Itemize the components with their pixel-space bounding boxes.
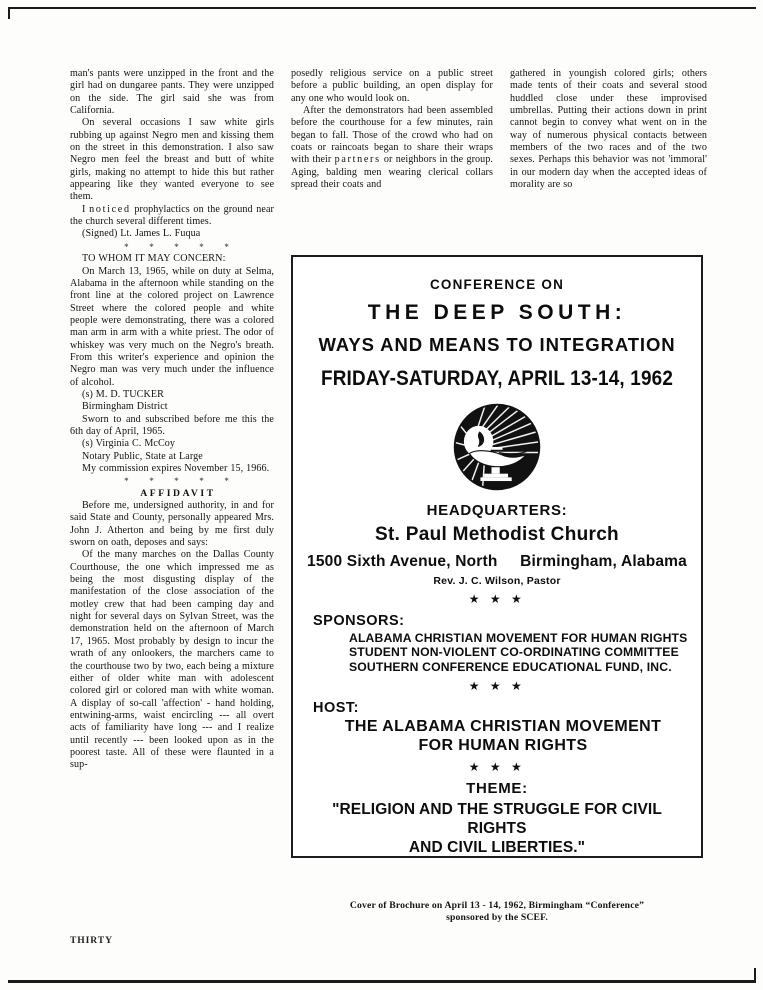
- poster-theme-block: [301, 780, 693, 857]
- poster-star-divider-1: ★ ★ ★: [468, 592, 526, 606]
- poster-star-divider-2: ★ ★ ★: [468, 679, 526, 694]
- poster-host-block: [301, 700, 693, 755]
- body-paragraph: My commission expires November 15, 1966.: [82, 463, 270, 474]
- poster-sponsor-item: SOUTHERN CONFERENCE EDUCATIONAL FUND, INC.: [349, 659, 672, 674]
- poster-host-label: HOST:: [313, 700, 359, 717]
- poster-conference-on: CONFERENCE ON: [429, 277, 565, 292]
- poster-address-city: Birmingham, Alabama: [520, 553, 687, 570]
- page-border-right: [754, 968, 756, 983]
- body-paragraph: After the demonstrators had been assembled before the courthouse for a few minutes, rain began to fall. Those of the crowd who had on coats or raincoats began to share their wraps with their partners or neighbors in the group. Aging, balding men wearing clerical collars spread their coats and: [291, 105, 494, 191]
- letterspaced-word: partners: [334, 154, 381, 166]
- page-border-left: [8, 7, 10, 19]
- poster-headquarters-name: St. Paul Methodist Church: [375, 524, 619, 545]
- body-paragraph: man's pants were unzipped in the front and the girl had on dungaree pants. They were unzipped on the side. The girl said she was from California.: [70, 68, 274, 117]
- poster-theme-label: THEME:: [466, 780, 528, 798]
- poster-host-line2: FOR HUMAN RIGHTS: [418, 736, 588, 754]
- poster-caption: [291, 900, 703, 924]
- poster-host-lines: [313, 718, 693, 755]
- body-paragraph: Sworn to and subscribed before me this the 6th day of April, 1965.: [70, 413, 274, 437]
- page-border-top: [8, 7, 756, 9]
- body-paragraph: gathered in youngish colored girls; others made tents of their coats and several stood huddled close under these improvised umbrellas. Putting their actions down in print cannot begin to convey what went on in the way of numerous physical contacts between members of the two races and of the two sexes. Perhaps this behavior was not 'immoral' in our modern day when the accepted ideas of morality are so: [510, 68, 707, 191]
- poster-pastor: Rev. J. C. Wilson, Pastor: [433, 575, 561, 587]
- oil-lamp-emblem-icon: [451, 401, 543, 493]
- poster-address-row: [301, 553, 693, 571]
- body-paragraph: Notary Public, State at Large: [82, 450, 203, 462]
- poster-caption-line1: Cover of Brochure on April 13 - 14, 1962, Birmingham “Conference”: [349, 900, 645, 911]
- poster-sponsors-list: [313, 631, 693, 674]
- body-paragraph: Birmingham District: [82, 401, 168, 413]
- body-paragraph: On March 13, 1965, while on duty at Selma, Alabama in the afternoon while standing on the front line at the colored project on Lawrence Street where the colored people and white people were demonstrating, there was a colored man arm in arm with a white priest. The odor of whiskey was very much on the Negro's breath. From this writer's experience and opinion the Negro man was very much under the influence of alcohol.: [70, 265, 274, 388]
- star-divider: * * * * *: [124, 241, 238, 252]
- section-heading: TO WHOM IT MAY CONCERN:: [82, 253, 226, 265]
- poster-title-line1: THE DEEP SOUTH:: [367, 301, 627, 324]
- poster-theme-lines: [301, 800, 693, 857]
- poster-sponsors-block: [301, 613, 693, 674]
- affidavit-heading: AFFIDAVIT: [140, 487, 216, 499]
- poster-theme-line2: AND CIVIL LIBERTIES.": [408, 839, 586, 857]
- brochure-cover-reproduction: [291, 255, 703, 858]
- body-paragraph: (s) Virginia C. McCoy: [82, 438, 176, 450]
- poster-sponsors-label: SPONSORS:: [313, 613, 405, 629]
- poster-star-divider-3: ★ ★ ★: [468, 760, 526, 775]
- text-column-3: [510, 68, 707, 191]
- body-paragraph: (s) M. D. TUCKER: [82, 388, 164, 400]
- body-paragraph: I noticed prophylactics on the ground near the church several different times.: [70, 203, 274, 228]
- letterspaced-word: noticed: [89, 203, 131, 215]
- page-border-bottom: [8, 980, 756, 983]
- body-paragraph: Before me, undersigned authority, in and for said State and County, personally appeared Mrs. John J. Atherton and being by me first duly sworn on oath, deposes and says:: [70, 500, 274, 549]
- star-divider: * * * * *: [124, 476, 238, 487]
- body-paragraph: On several occasions I saw white girls rubbing up against Negro men and kissing them on the street in this demonstration. I also saw Negro men feel the breast and butt of white girls, making no attempt to hide this but rather appearing like they wanted everyone to see them.: [70, 117, 274, 203]
- poster-host-line1: THE ALABAMA CHRISTIAN MOVEMENT: [344, 718, 662, 736]
- body-paragraph: Of the many marches on the Dallas County Courthouse, the one which impressed me as being the most disgusting display of the manifestation of the close association of the motley crew that had been camping day and night for several days on Sylvan Street, was the demonstration held on the afternoon of March 17, 1965. Most probably by design to incur the wrath of any onlookers, the marchers came to the courthouse two by two, each being a mixture either of older white man with adolescent colored girl or colored man with white woman. A display of so-call 'affection' - hand holding, entwining-arms, waist encircling --- all overt acts of familiarity have long --- and I realize until recently --- been looked upon as in the poorest taste. All of these were flaunted in a sup-: [70, 549, 274, 771]
- body-paragraph: (Signed) Lt. James L. Fuqua: [82, 228, 201, 240]
- poster-theme-line1: "RELIGION AND THE STRUGGLE FOR CIVIL RIGHTS: [332, 801, 662, 838]
- poster-title-line2: WAYS AND MEANS TO INTEGRATION: [318, 334, 676, 355]
- body-paragraph: posedly religious service on a public street before a public building, an open display for any one who would look on.: [291, 68, 493, 104]
- poster-sponsor-item: STUDENT NON-VIOLENT CO-ORDINATING COMMITTEE: [349, 645, 679, 660]
- page-number: THIRTY: [70, 935, 113, 946]
- poster-caption-line2: sponsored by the SCEF.: [446, 912, 548, 923]
- emblem-container: [301, 401, 693, 493]
- text-column-1: [70, 68, 274, 772]
- text-column-2: [291, 68, 493, 191]
- poster-sponsor-item: ALABAMA CHRISTIAN MOVEMENT FOR HUMAN RIGHTS: [349, 631, 688, 645]
- poster-address-street: 1500 Sixth Avenue, North: [307, 553, 498, 570]
- poster-headquarters-label: HEADQUARTERS:: [426, 502, 568, 519]
- poster-date-line: FRIDAY-SATURDAY, APRIL 13-14, 1962: [320, 367, 674, 390]
